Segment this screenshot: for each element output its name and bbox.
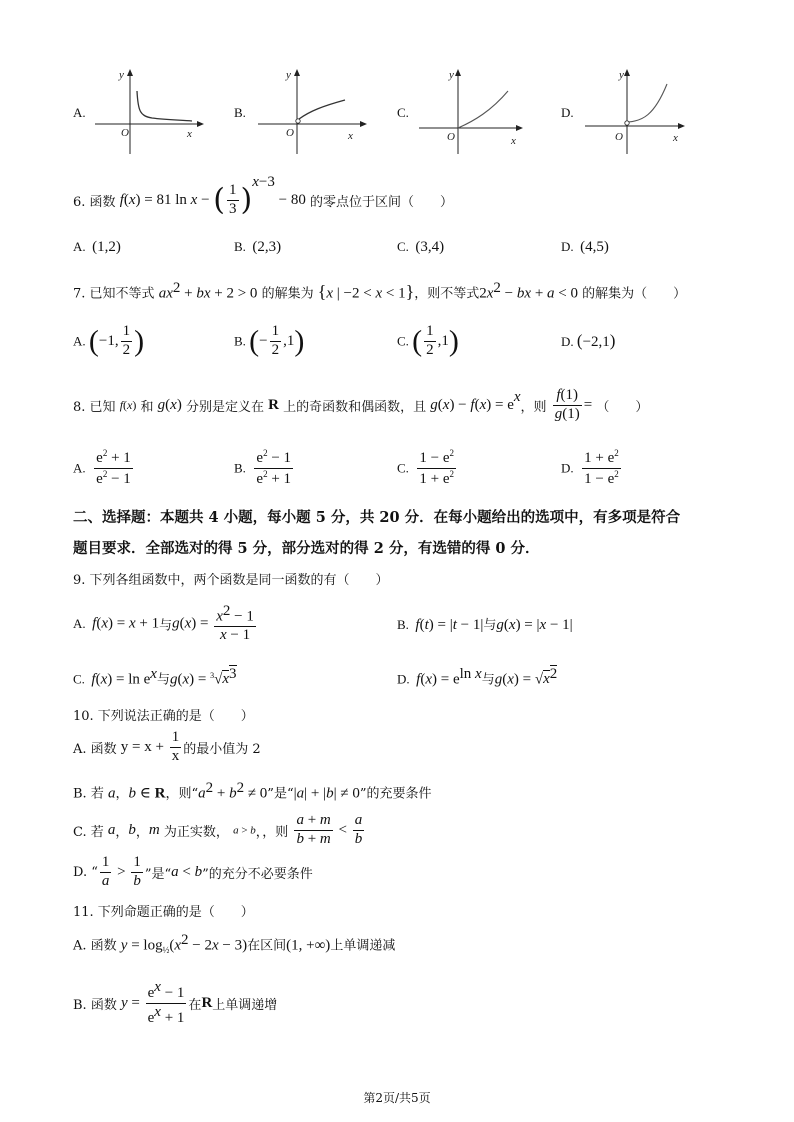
graph-d-label: D. — [561, 105, 574, 120]
graph-c-label: C. — [397, 105, 409, 120]
page-footer: 第2页/共5页 — [363, 1091, 431, 1105]
q6-formula: f — [119, 192, 124, 208]
graph-d-exp — [582, 66, 697, 156]
graph-a-label: A. — [73, 105, 86, 120]
question-7: 7. 已知不等式 $ax^2$ + bx + 2 > 0 的解集为 {x | −2 < x < 1}，则不等式$2x^2$ − bx + a < 0 的解集为（ ） — [73, 280, 687, 302]
q9-option-c[interactable]: C. $f(x) = \ln e^x$与$g(x) = ^3√x^3$ — [73, 666, 237, 688]
graph-a-x: x — [187, 128, 192, 140]
section-2-header-line1: 二、选择题：本题共 4 小题，每小题 5 分，共 20 分．在每小题给出的选项中，有多项是符合 — [73, 509, 681, 526]
q6-stem: 6. 函数 — [73, 195, 116, 210]
q7-option-c[interactable]: C. ( $\frac{1}{2}$ ,1) — [397, 323, 459, 358]
q11-option-a[interactable]: A. 函数 $y = \log_{\frac{1}{2}}(x^2 - 2x - 3)$在区间(1, +∞)上单调递减 — [73, 932, 396, 955]
graph-a-y: y — [119, 69, 124, 81]
graph-d-y: y — [619, 69, 624, 81]
graph-c-curve — [416, 66, 531, 156]
graph-d-o: O — [615, 131, 623, 143]
graph-b-y: y — [286, 69, 291, 81]
q6-option-d[interactable]: D. (4,5) — [561, 239, 609, 255]
question-10: 10. 下列说法正确的是（ ） — [73, 709, 254, 724]
graph-b-label: B. — [234, 105, 246, 120]
q10-option-b[interactable]: B. 若 a，b ∈ R，则“$a^2 + b^2 \ne 0$”是“|a| + |b| ≠ 0”的充要条件 — [73, 780, 432, 802]
q8-option-b[interactable]: B. $\frac{e^2 - 1}{e^2 + 1}$ — [234, 448, 292, 487]
q9-option-b[interactable]: B. f(t) = |t − 1|与g(x) = |x − 1| — [397, 617, 573, 633]
q11-option-b[interactable]: B. 函数 y = $\frac{e^x - 1}{e^x + 1}$ 在R上单调递增 — [73, 979, 278, 1026]
graph-a-o: O — [121, 127, 129, 139]
q9-option-a[interactable]: A. f(x) = x + 1与g(x) = $\frac{x^2 - 1}{x - 1}$ — [73, 603, 254, 644]
graph-b-o: O — [286, 127, 294, 139]
q6-option-b[interactable]: B. (2,3) — [234, 239, 282, 255]
graph-c-o: O — [447, 131, 455, 143]
q10-option-a[interactable]: A. 函数 y = x + $\frac{1}{x}$ 的最小值为 2 — [73, 729, 261, 764]
q10-option-d[interactable]: D. “ $\frac{1}{a}$ > $\frac{1}{b}$ ”是“a < b”的充分不必要条件 — [73, 854, 313, 889]
q7-option-b[interactable]: B. (− $\frac{1}{2}$ ,1) — [234, 323, 305, 358]
graph-d-x: x — [673, 132, 678, 144]
graph-b-x: x — [348, 130, 353, 142]
q6-option-c[interactable]: C. (3,4) — [397, 239, 445, 255]
graph-b-sqrt — [255, 66, 370, 156]
q6-option-a[interactable]: A. (1,2) — [73, 239, 121, 255]
question-6: 6. 函数 f(x) = 81 ln x − ( $\frac{1}{3}$ )$^{x-3}$ − 80 的零点位于区间（ ） — [73, 174, 453, 218]
q8-option-a[interactable]: A. $\frac{e^2 + 1}{e^2 - 1}$ — [73, 448, 131, 487]
q7-option-a[interactable]: A. (−1, $\frac{1}{2}$ ) — [73, 323, 145, 358]
question-9: 9. 下列各组函数中，两个函数是同一函数的有（ ） — [73, 573, 389, 588]
q6-tail: 的零点位于区间（ ） — [309, 195, 453, 210]
q7-option-d[interactable]: D. (−2,1) — [561, 331, 616, 350]
graph-c-x: x — [511, 135, 516, 147]
q8-option-d[interactable]: D. $\frac{1 + e^2}{1 - e^2}$ — [561, 448, 619, 487]
section-2-header-line2: 题目要求．全部选对的得 5 分，部分选对的得 2 分，有选错的得 0 分． — [73, 540, 540, 557]
question-11: 11. 下列命题正确的是（ ） — [73, 905, 254, 920]
graph-a-reciprocal — [92, 66, 207, 156]
graph-c-y: y — [449, 69, 454, 81]
q9-option-d[interactable]: D. $f(x) = e^{ln}$ $^x$与$g(x) = √x^2$ — [397, 666, 558, 688]
q8-option-c[interactable]: C. $\frac{1 - e^2}{1 + e^2}$ — [397, 448, 455, 487]
q10-option-c[interactable]: C. 若 a，b，m 为正实数， a > b，，则 $\frac{a + m}{b + m}$ < $\frac{a}{b}$ — [73, 812, 363, 847]
question-8: 8. 已知 f(x) 和 g(x) 分别是定义在 R 上的奇函数和偶函数，且 $g(x) - f(x) = e^x$，则 $\frac{f(1)}{g(1)}$ = （ ） — [73, 387, 649, 422]
